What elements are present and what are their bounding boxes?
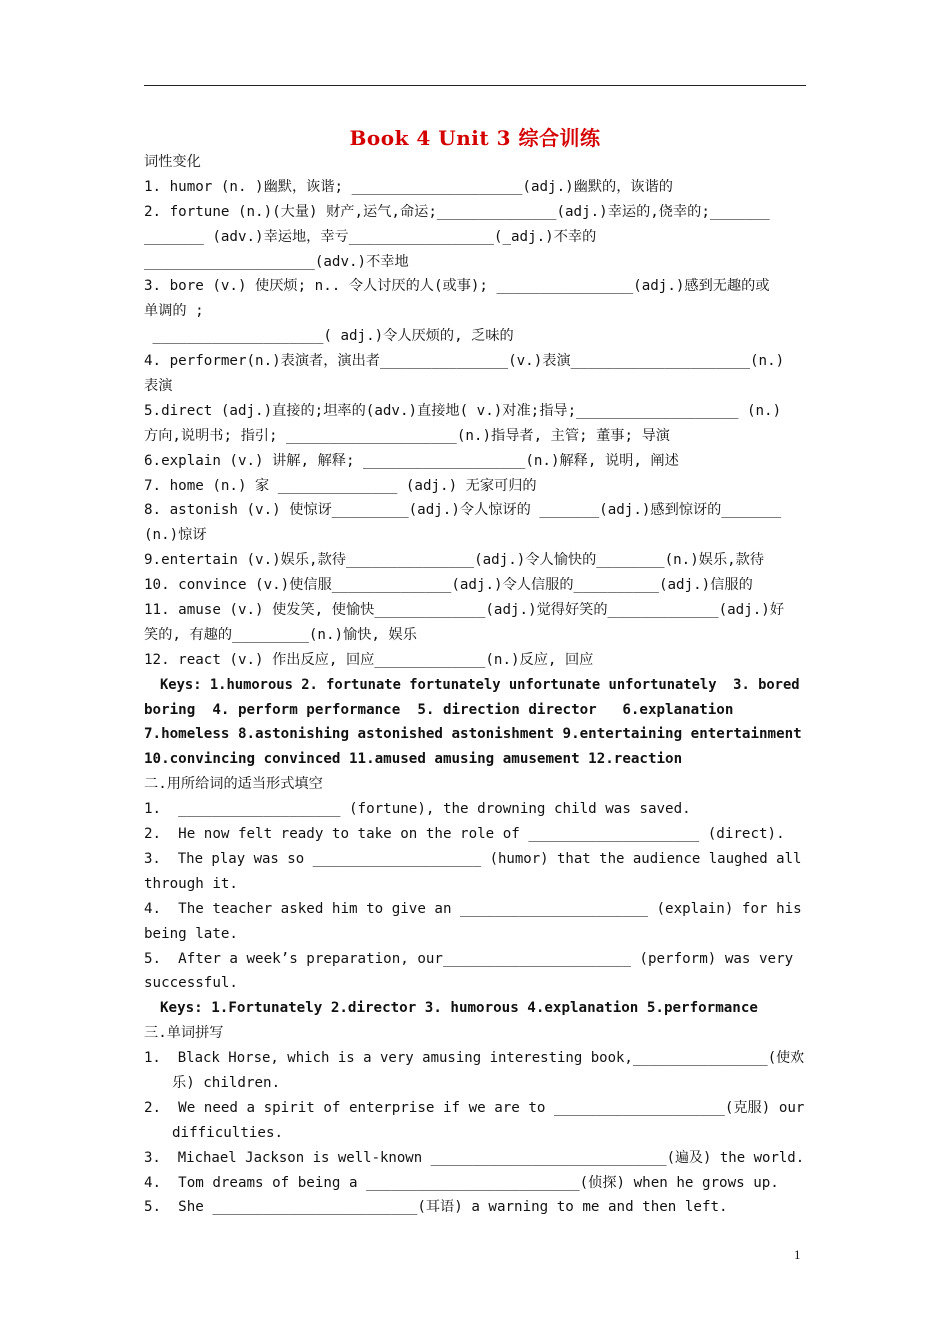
document-body xyxy=(144,150,806,1220)
text-line: 4. performer(n.)表演者，演出者_______________(v.)表演_____________________(n.) xyxy=(144,353,785,370)
answer-key-line: Keys: 1.humorous 2. fortunate fortunately unfortunate unfortunately 3. bored xyxy=(160,676,800,693)
text-line: 4. Tom dreams of being a _________________________(侦探) when he grows up. xyxy=(144,1174,779,1191)
text-line: ____________________(adv.)不幸地 xyxy=(144,253,409,270)
text-line: 9.entertain (v.)娱乐,款待_______________(adj.)令人愉快的________(n.)娱乐,款待 xyxy=(144,552,765,569)
text-line: 二.用所给词的适当形式填空 xyxy=(144,776,323,793)
answer-key-line: 10.convincing convinced 11.amused amusing amusement 12.reaction xyxy=(144,751,683,768)
text-line: 5. She ________________________(耳语) a warning to me and then left. xyxy=(144,1199,728,1216)
text-line: 2. He now felt ready to take on the role of ____________________ (direct). xyxy=(144,826,785,843)
text-line: 1. humor (n. )幽默，诙谐; ____________________(adj.)幽默的，诙谐的 xyxy=(144,178,673,195)
text-line: 词性变化 xyxy=(144,154,201,170)
text-line: being late. xyxy=(144,925,238,942)
text-line: 11. amuse (v.) 使发笑, 使愉快_____________(adj.)觉得好笑的_____________(adj.)好 xyxy=(144,602,785,619)
text-line: _______ (adv.)幸运地，幸亏_________________(_adj.)不幸的 xyxy=(144,228,597,245)
text-line: 2. fortune (n.)(大量) 财产,运气,命运;______________(adj.)幸运的,侥幸的;_______ xyxy=(144,203,770,220)
text-line: 4. The teacher asked him to give an ______________________ (explain) for his xyxy=(144,900,802,917)
text-line: difficulties. xyxy=(172,1124,284,1141)
text-line: 笑的, 有趣的_________(n.)愉快, 娱乐 xyxy=(144,626,417,643)
text-line: 单调的 ; xyxy=(144,303,204,320)
page-number: 1 xyxy=(794,1247,801,1262)
page-title: Book 4 Unit 3 综合训练 xyxy=(349,126,601,150)
answer-key-line: 7.homeless 8.astonishing astonished astonishment 9.entertaining entertainment xyxy=(144,726,802,743)
text-line: through it. xyxy=(144,875,238,892)
text-line: 1. Black Horse, which is a very amusing interesting book,________________(使欢 xyxy=(144,1050,805,1067)
text-line: 表演 xyxy=(144,378,173,395)
text-line: 6.explain (v.) 讲解, 解释; ___________________(n.)解释, 说明, 阐述 xyxy=(144,452,679,469)
text-line: successful. xyxy=(144,975,238,992)
text-line: 3. Michael Jackson is well-known ____________________________(遍及) the world. xyxy=(144,1149,805,1166)
text-line: (n.)惊讶 xyxy=(144,527,207,544)
text-line: 5.direct (adj.)直接的;坦率的(adv.)直接地( v.)对准;指导;___________________ (n.) xyxy=(144,402,782,419)
answer-key-line: Keys: 1.Fortunately 2.director 3. humorous 4.explanation 5.performance xyxy=(160,1000,758,1017)
header-rule xyxy=(144,85,806,86)
text-line: 5. After a week’s preparation, our______________________ (perform) was very xyxy=(144,950,794,967)
text-line: 10. convince (v.)使信服______________(adj.)令人信服的__________(adj.)信服的 xyxy=(144,577,753,594)
text-line: 三.单词拼写 xyxy=(144,1025,224,1042)
text-line: 方向,说明书; 指引; ____________________(n.)指导者, 主管; 董事; 导演 xyxy=(144,427,670,444)
text-line: 8. astonish (v.) 使惊讶_________(adj.)令人惊讶的 _______(adj.)感到惊讶的_______ xyxy=(144,502,782,519)
text-line: 3. bore (v.) 使厌烦; n.. 令人讨厌的人(或事); ________________(adj.)感到无趣的或 xyxy=(144,278,770,295)
text-line: ____________________( adj.)令人厌烦的, 乏味的 xyxy=(144,328,514,345)
text-line: 3. The play was so ____________________ (humor) that the audience laughed all xyxy=(144,850,802,867)
answer-key-line: boring 4. perform performance 5. direction director 6.explanation xyxy=(144,701,734,718)
text-line: 12. react (v.) 作出反应, 回应_____________(n.)反应, 回应 xyxy=(144,651,594,668)
text-line: 7. home (n.) 家 ______________ (adj.) 无家可归的 xyxy=(144,477,537,494)
text-line: 1. ___________________ (fortune), the drowning child was saved. xyxy=(144,801,691,818)
text-line: 乐) children. xyxy=(172,1074,281,1091)
text-line: 2. We need a spirit of enterprise if we are to ____________________(克服) our xyxy=(144,1099,805,1116)
